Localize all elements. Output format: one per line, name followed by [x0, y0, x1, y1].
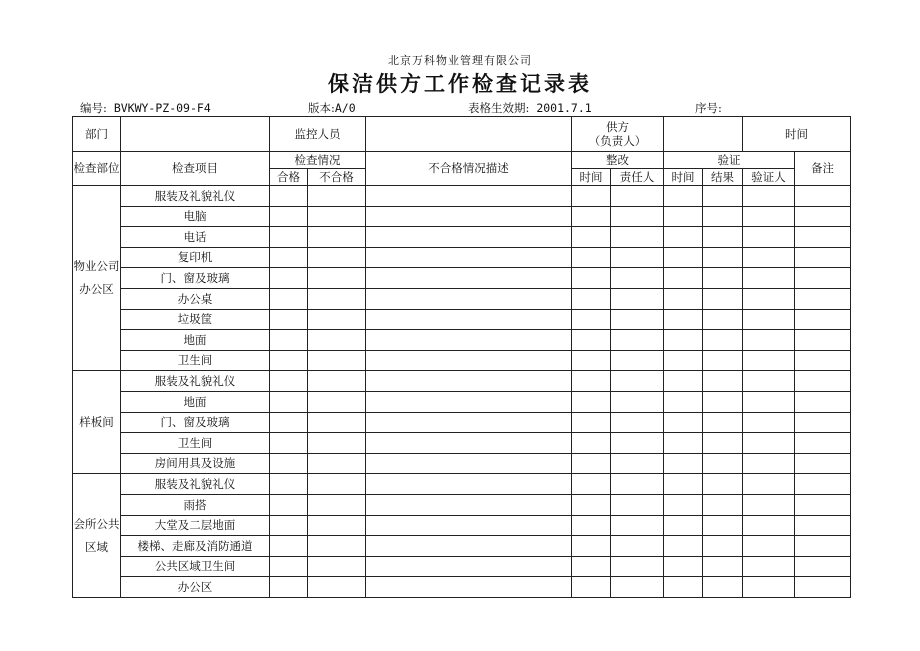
pass-cell[interactable] [270, 412, 308, 433]
verify-time-cell[interactable] [664, 268, 703, 289]
fail-cell[interactable] [308, 330, 366, 351]
fail-cell[interactable] [308, 515, 366, 536]
desc-cell[interactable] [366, 206, 572, 227]
pass-cell[interactable] [270, 474, 308, 495]
verify-person-cell[interactable] [743, 453, 795, 474]
dept-value-cell[interactable] [121, 117, 270, 152]
rectify-time-cell[interactable] [572, 288, 611, 309]
header-rectify-person: 责任人 [611, 169, 664, 186]
rectify-person-cell[interactable] [611, 371, 664, 392]
header-item: 检查项目 [121, 152, 270, 186]
pass-cell[interactable] [270, 577, 308, 598]
rectify-time-cell[interactable] [572, 556, 611, 577]
table-header-row-1 [73, 152, 851, 169]
remark-cell[interactable] [795, 391, 851, 412]
section-name: 物业公司办公区 [73, 186, 121, 371]
verify-result-cell[interactable] [703, 433, 743, 454]
remark-cell[interactable] [795, 453, 851, 474]
table-row [73, 412, 851, 433]
rectify-person-cell[interactable] [611, 391, 664, 412]
rectify-time-cell[interactable] [572, 268, 611, 289]
rectify-person-cell[interactable] [611, 247, 664, 268]
desc-cell[interactable] [366, 330, 572, 351]
table-row [73, 227, 851, 248]
remark-cell[interactable] [795, 186, 851, 207]
table-row [73, 330, 851, 351]
company-name: 北京万科物业管理有限公司 [388, 54, 532, 67]
verify-time-cell[interactable] [664, 288, 703, 309]
pass-cell[interactable] [270, 536, 308, 557]
remark-cell[interactable] [795, 556, 851, 577]
verify-result-cell[interactable] [703, 577, 743, 598]
table-row [73, 391, 851, 412]
fail-cell[interactable] [308, 309, 366, 330]
inspection-item: 复印机 [121, 247, 270, 268]
fail-cell[interactable] [308, 268, 366, 289]
rectify-time-cell[interactable] [572, 433, 611, 454]
verify-person-cell[interactable] [743, 391, 795, 412]
inspection-item: 雨搭 [121, 494, 270, 515]
remark-cell[interactable] [795, 577, 851, 598]
rectify-time-cell[interactable] [572, 453, 611, 474]
remark-cell[interactable] [795, 288, 851, 309]
rectify-person-cell[interactable] [611, 453, 664, 474]
verify-time-cell[interactable] [664, 515, 703, 536]
verify-result-cell[interactable] [703, 494, 743, 515]
verify-time-cell[interactable] [664, 206, 703, 227]
inspection-item: 垃圾筐 [121, 309, 270, 330]
verify-result-cell[interactable] [703, 268, 743, 289]
verify-time-cell[interactable] [664, 556, 703, 577]
inspection-item: 地面 [121, 391, 270, 412]
rectify-person-cell[interactable] [611, 433, 664, 454]
pass-cell[interactable] [270, 433, 308, 454]
rectify-time-cell[interactable] [572, 577, 611, 598]
table-row [73, 350, 851, 371]
table-row [73, 247, 851, 268]
desc-cell[interactable] [366, 247, 572, 268]
verify-result-cell[interactable] [703, 288, 743, 309]
verify-result-cell[interactable] [703, 556, 743, 577]
form-serial-label: 序号: [695, 101, 722, 115]
remark-cell[interactable] [795, 268, 851, 289]
remark-cell[interactable] [795, 474, 851, 495]
header-rectify-time: 时间 [572, 169, 611, 186]
inspection-item: 卫生间 [121, 433, 270, 454]
pass-cell[interactable] [270, 330, 308, 351]
rectify-time-cell[interactable] [572, 350, 611, 371]
verify-result-cell[interactable] [703, 227, 743, 248]
rectify-person-cell[interactable] [611, 577, 664, 598]
inspection-item: 门、窗及玻璃 [121, 412, 270, 433]
pass-cell[interactable] [270, 515, 308, 536]
section-name: 样板间 [73, 371, 121, 474]
rectify-time-cell[interactable] [572, 186, 611, 207]
table-row [73, 556, 851, 577]
fail-cell[interactable] [308, 206, 366, 227]
form-code [80, 100, 211, 116]
verify-result-cell[interactable] [703, 536, 743, 557]
desc-cell[interactable] [366, 412, 572, 433]
inspection-item: 大堂及二层地面 [121, 515, 270, 536]
rectify-time-cell[interactable] [572, 474, 611, 495]
remark-cell[interactable] [795, 494, 851, 515]
remark-cell[interactable] [795, 412, 851, 433]
remark-cell[interactable] [795, 227, 851, 248]
desc-cell[interactable] [366, 227, 572, 248]
table-row [73, 288, 851, 309]
table-row [73, 494, 851, 515]
rectify-person-cell[interactable] [611, 515, 664, 536]
verify-time-cell[interactable] [664, 453, 703, 474]
table-row [73, 186, 851, 207]
inspection-item: 房间用具及设施 [121, 453, 270, 474]
verify-result-cell[interactable] [703, 330, 743, 351]
remark-cell[interactable] [795, 433, 851, 454]
pass-cell[interactable] [270, 247, 308, 268]
desc-cell[interactable] [366, 309, 572, 330]
inspection-item: 楼梯、走廊及消防通道 [121, 536, 270, 557]
fail-cell[interactable] [308, 412, 366, 433]
verify-person-cell[interactable] [743, 309, 795, 330]
inspection-item: 电脑 [121, 206, 270, 227]
table-row [73, 309, 851, 330]
monitor-label: 监控人员 [270, 117, 366, 152]
verify-person-cell[interactable] [743, 330, 795, 351]
form-effective-label: 表格生效期: [468, 101, 530, 115]
rectify-time-cell[interactable] [572, 515, 611, 536]
remark-cell[interactable] [795, 515, 851, 536]
verify-person-cell[interactable] [743, 515, 795, 536]
dept-label: 部门 [73, 117, 121, 152]
supplier-label-text: 供方 [606, 119, 629, 134]
verify-result-cell[interactable] [703, 453, 743, 474]
header-verify-time: 时间 [664, 169, 703, 186]
verify-person-cell[interactable] [743, 247, 795, 268]
time-label: 时间 [743, 117, 851, 152]
verify-person-cell[interactable] [743, 494, 795, 515]
verify-person-cell[interactable] [743, 556, 795, 577]
rectify-time-cell[interactable] [572, 536, 611, 557]
rectify-person-cell[interactable] [611, 494, 664, 515]
inspection-item: 办公桌 [121, 288, 270, 309]
inspection-item: 电话 [121, 227, 270, 248]
verify-person-cell[interactable] [743, 206, 795, 227]
inspection-table-body [73, 117, 851, 598]
header-area: 检查部位 [73, 152, 121, 186]
header-fail: 不合格 [308, 169, 366, 186]
rectify-time-cell[interactable] [572, 309, 611, 330]
verify-time-cell[interactable] [664, 330, 703, 351]
supplier-label [572, 117, 664, 152]
verify-person-cell[interactable] [743, 536, 795, 557]
desc-cell[interactable] [366, 515, 572, 536]
desc-cell[interactable] [366, 474, 572, 495]
remark-cell[interactable] [795, 330, 851, 351]
fail-cell[interactable] [308, 494, 366, 515]
pass-cell[interactable] [270, 494, 308, 515]
header-rectify: 整改 [572, 152, 664, 169]
inspection-item: 公共区域卫生间 [121, 556, 270, 577]
pass-cell[interactable] [270, 371, 308, 392]
remark-cell[interactable] [795, 371, 851, 392]
remark-cell[interactable] [795, 206, 851, 227]
inspection-item: 地面 [121, 330, 270, 351]
verify-time-cell[interactable] [664, 474, 703, 495]
table-row [73, 453, 851, 474]
form-serial [695, 100, 722, 116]
fail-cell[interactable] [308, 433, 366, 454]
verify-time-cell[interactable] [664, 186, 703, 207]
verify-time-cell[interactable] [664, 350, 703, 371]
verify-time-cell[interactable] [664, 371, 703, 392]
pass-cell[interactable] [270, 556, 308, 577]
inspection-table [72, 116, 851, 598]
rectify-person-cell[interactable] [611, 556, 664, 577]
desc-cell[interactable] [366, 371, 572, 392]
rectify-person-cell[interactable] [611, 350, 664, 371]
verify-result-cell[interactable] [703, 391, 743, 412]
verify-person-cell[interactable] [743, 186, 795, 207]
fail-cell[interactable] [308, 391, 366, 412]
fail-cell[interactable] [308, 186, 366, 207]
header-desc: 不合格情况描述 [366, 152, 572, 186]
pass-cell[interactable] [270, 288, 308, 309]
header-verify-person: 验证人 [743, 169, 795, 186]
inspection-item: 服装及礼貌礼仪 [121, 474, 270, 495]
verify-result-cell[interactable] [703, 474, 743, 495]
desc-cell[interactable] [366, 186, 572, 207]
form-code-label: 编号: [80, 101, 107, 115]
verify-person-cell[interactable] [743, 288, 795, 309]
verify-time-cell[interactable] [664, 247, 703, 268]
desc-cell[interactable] [366, 453, 572, 474]
remark-cell[interactable] [795, 309, 851, 330]
verify-time-cell[interactable] [664, 577, 703, 598]
rectify-time-cell[interactable] [572, 371, 611, 392]
rectify-person-cell[interactable] [611, 474, 664, 495]
verify-result-cell[interactable] [703, 371, 743, 392]
table-row [73, 433, 851, 454]
header-remark: 备注 [795, 152, 851, 186]
rectify-person-cell[interactable] [611, 268, 664, 289]
header-status: 检查情况 [270, 152, 366, 169]
rectify-time-cell[interactable] [572, 391, 611, 412]
supplier-label-sub: （负责人） [588, 134, 647, 148]
verify-person-cell[interactable] [743, 350, 795, 371]
fail-cell[interactable] [308, 227, 366, 248]
table-row [73, 515, 851, 536]
rectify-person-cell[interactable] [611, 186, 664, 207]
desc-cell[interactable] [366, 391, 572, 412]
verify-time-cell[interactable] [664, 494, 703, 515]
form-effective-date [468, 100, 592, 116]
desc-cell[interactable] [366, 288, 572, 309]
rectify-person-cell[interactable] [611, 227, 664, 248]
table-row [73, 577, 851, 598]
inspection-item: 服装及礼貌礼仪 [121, 186, 270, 207]
rectify-time-cell[interactable] [572, 227, 611, 248]
rectify-person-cell[interactable] [611, 330, 664, 351]
supplier-value-cell[interactable] [664, 117, 743, 152]
pass-cell[interactable] [270, 206, 308, 227]
rectify-time-cell[interactable] [572, 206, 611, 227]
table-row [73, 371, 851, 392]
fail-cell[interactable] [308, 474, 366, 495]
rectify-time-cell[interactable] [572, 412, 611, 433]
desc-cell[interactable] [366, 350, 572, 371]
rectify-time-cell[interactable] [572, 330, 611, 351]
form-title: 保洁供方工作检查记录表 [328, 71, 592, 96]
verify-time-cell[interactable] [664, 536, 703, 557]
fail-cell[interactable] [308, 453, 366, 474]
pass-cell[interactable] [270, 268, 308, 289]
verify-time-cell[interactable] [664, 227, 703, 248]
inspection-item: 服装及礼貌礼仪 [121, 371, 270, 392]
remark-cell[interactable] [795, 247, 851, 268]
verify-time-cell[interactable] [664, 412, 703, 433]
header-verify-result: 结果 [703, 169, 743, 186]
pass-cell[interactable] [270, 227, 308, 248]
table-row [73, 206, 851, 227]
verify-result-cell[interactable] [703, 412, 743, 433]
pass-cell[interactable] [270, 309, 308, 330]
fail-cell[interactable] [308, 350, 366, 371]
header-pass: 合格 [270, 169, 308, 186]
desc-cell[interactable] [366, 268, 572, 289]
desc-cell[interactable] [366, 556, 572, 577]
rectify-time-cell[interactable] [572, 494, 611, 515]
section-name: 会所公共区域 [73, 474, 121, 598]
fail-cell[interactable] [308, 247, 366, 268]
verify-time-cell[interactable] [664, 309, 703, 330]
desc-cell[interactable] [366, 494, 572, 515]
rectify-person-cell[interactable] [611, 412, 664, 433]
remark-cell[interactable] [795, 350, 851, 371]
fail-cell[interactable] [308, 371, 366, 392]
desc-cell[interactable] [366, 433, 572, 454]
inspection-item: 卫生间 [121, 350, 270, 371]
verify-result-cell[interactable] [703, 247, 743, 268]
fail-cell[interactable] [308, 288, 366, 309]
rectify-person-cell[interactable] [611, 536, 664, 557]
verify-person-cell[interactable] [743, 268, 795, 289]
verify-person-cell[interactable] [743, 227, 795, 248]
verify-result-cell[interactable] [703, 350, 743, 371]
fail-cell[interactable] [308, 536, 366, 557]
header-verify: 验证 [664, 152, 795, 169]
rectify-person-cell[interactable] [611, 206, 664, 227]
desc-cell[interactable] [366, 577, 572, 598]
pass-cell[interactable] [270, 391, 308, 412]
inspection-item: 门、窗及玻璃 [121, 268, 270, 289]
verify-person-cell[interactable] [743, 433, 795, 454]
form-version-label: 版本: [308, 101, 335, 115]
table-row [73, 268, 851, 289]
form-effective-value: 2001.7.1 [536, 101, 592, 115]
table-row [73, 474, 851, 495]
monitor-value-cell[interactable] [366, 117, 572, 152]
table-row [73, 536, 851, 557]
rectify-person-cell[interactable] [611, 288, 664, 309]
pass-cell[interactable] [270, 186, 308, 207]
rectify-time-cell[interactable] [572, 247, 611, 268]
rectify-person-cell[interactable] [611, 309, 664, 330]
fail-cell[interactable] [308, 556, 366, 577]
verify-result-cell[interactable] [703, 309, 743, 330]
remark-cell[interactable] [795, 536, 851, 557]
inspection-item: 办公区 [121, 577, 270, 598]
verify-person-cell[interactable] [743, 474, 795, 495]
table-top-row [73, 117, 851, 152]
verify-time-cell[interactable] [664, 391, 703, 412]
pass-cell[interactable] [270, 453, 308, 474]
verify-result-cell[interactable] [703, 515, 743, 536]
verify-person-cell[interactable] [743, 577, 795, 598]
verify-result-cell[interactable] [703, 206, 743, 227]
verify-time-cell[interactable] [664, 433, 703, 454]
fail-cell[interactable] [308, 577, 366, 598]
form-version [308, 100, 356, 116]
pass-cell[interactable] [270, 350, 308, 371]
form-code-value: BVKWY-PZ-09-F4 [113, 101, 211, 115]
verify-person-cell[interactable] [743, 371, 795, 392]
form-version-value: A/0 [334, 101, 356, 115]
verify-result-cell[interactable] [703, 186, 743, 207]
verify-person-cell[interactable] [743, 412, 795, 433]
desc-cell[interactable] [366, 536, 572, 557]
